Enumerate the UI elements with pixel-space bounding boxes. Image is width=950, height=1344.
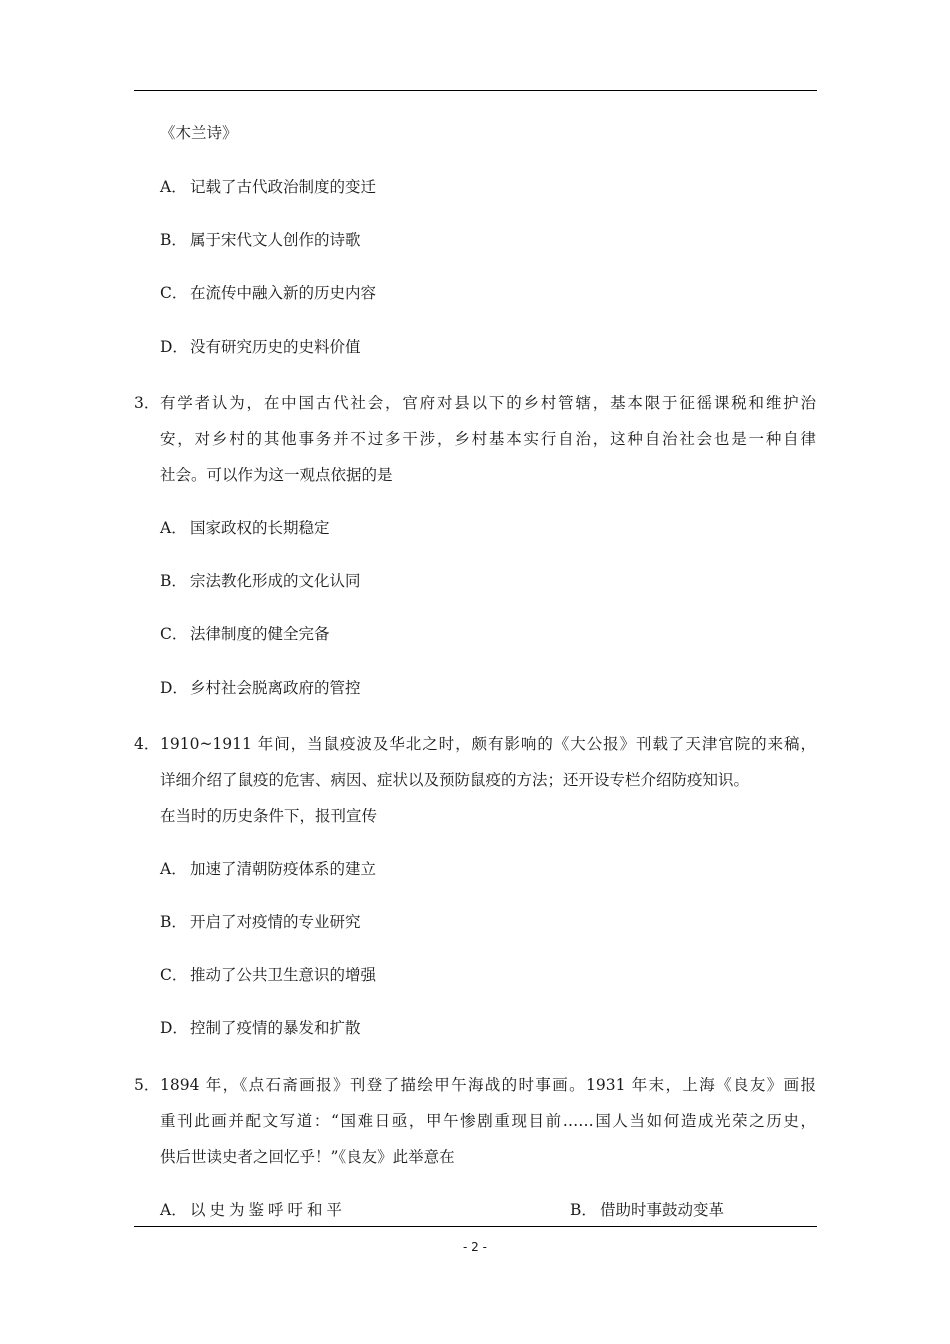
q3-stem-text-2: 安，对乡村的其他事务并不过多干涉，乡村基本实行自治，这种自治社会也是一种自律 (160, 430, 816, 448)
q2-stem-tail: 《木兰诗》 (160, 124, 238, 142)
option-text: 法律制度的健全完备 (190, 625, 330, 643)
q3-option-d (160, 678, 361, 698)
option-text: 没有研究历史的史料价值 (190, 338, 361, 356)
option-text: 加速了清朝防疫体系的建立 (190, 860, 377, 878)
option-letter: A． (160, 860, 187, 878)
option-letter: D． (160, 1019, 188, 1037)
q2-option-c (160, 283, 376, 303)
q4-option-a (160, 859, 376, 879)
q5-stem-text-2: 重刊此画并配文写道：“国难日亟，甲午惨剧重现目前……国人当如何造成光荣之历史， (160, 1112, 816, 1130)
option-text: 国家政权的长期稳定 (190, 519, 330, 537)
q3-number: 3． (134, 394, 160, 412)
q4-number: 4． (134, 735, 160, 753)
q4-stem-line-2: 详细介绍了鼠疫的危害、病因、症状以及预防鼠疫的方法；还开设专栏介绍防疫知识。 (160, 771, 750, 789)
option-letter: D． (160, 679, 188, 697)
option-text: 控制了疫情的暴发和扩散 (190, 1019, 361, 1037)
option-letter: A． (160, 178, 187, 196)
option-text: 记载了古代政治制度的变迁 (190, 178, 377, 196)
q3-stem-line-2 (160, 429, 816, 449)
option-letter: B． (160, 913, 187, 931)
q3-stem-line-1 (160, 393, 816, 413)
q5-number: 5． (134, 1076, 160, 1094)
q4-option-b (160, 912, 361, 932)
option-text: 属于宋代文人创作的诗歌 (190, 231, 361, 249)
option-text: 在流传中融入新的历史内容 (190, 284, 377, 302)
q5-stem-line-3: 供后世读史者之回忆乎！”《良友》此举意在 (160, 1148, 455, 1166)
option-letter: C． (160, 966, 188, 984)
q3-option-c (160, 624, 330, 644)
option-letter: B． (160, 572, 187, 590)
option-letter: C． (160, 625, 188, 643)
q3-option-b (160, 571, 361, 591)
option-text: 开启了对疫情的专业研究 (190, 913, 361, 931)
option-text: 乡村社会脱离政府的管控 (190, 679, 361, 697)
q4-stem-text-1: 1910~1911 年间，当鼠疫波及华北之时，颇有影响的《大公报》刊载了天津官院的来稿， (160, 735, 816, 753)
option-text: 以史为鉴呼吁和平 (190, 1201, 347, 1219)
q2-option-b (160, 230, 361, 250)
q5-option-a (160, 1200, 346, 1220)
option-text: 借助时事鼓动变革 (600, 1201, 725, 1219)
q2-option-d (160, 337, 361, 357)
q3-stem-text-1: 有学者认为，在中国古代社会，官府对县以下的乡村管辖，基本限于征徭课税和维护治 (160, 394, 816, 412)
option-letter: B． (160, 231, 187, 249)
q4-option-d (160, 1018, 361, 1038)
q5-stem-line-2 (160, 1111, 816, 1131)
option-letter: B． (570, 1201, 597, 1219)
page-number: - 2 - (463, 1240, 487, 1254)
q5-stem-line-1 (160, 1075, 816, 1095)
q3-option-a (160, 518, 330, 538)
option-letter: A． (160, 1201, 187, 1219)
header-rule (134, 90, 817, 91)
q5-stem-text-1: 1894 年，《点石斋画报》刊登了描绘甲午海战的时事画。1931 年末，上海《良友》画报 (160, 1076, 816, 1094)
option-letter: D． (160, 338, 188, 356)
footer-rule (134, 1226, 817, 1227)
q4-stem-line-3: 在当时的历史条件下，报刊宣传 (160, 807, 378, 825)
q4-stem-line-1 (160, 734, 816, 754)
q2-option-a (160, 177, 376, 197)
option-text: 宗法教化形成的文化认同 (190, 572, 361, 590)
option-text: 推动了公共卫生意识的增强 (190, 966, 377, 984)
q5-option-b (570, 1200, 724, 1220)
q4-option-c (160, 965, 376, 985)
q3-stem-line-3: 社会。可以作为这一观点依据的是 (160, 466, 393, 484)
option-letter: C． (160, 284, 188, 302)
option-letter: A． (160, 519, 187, 537)
